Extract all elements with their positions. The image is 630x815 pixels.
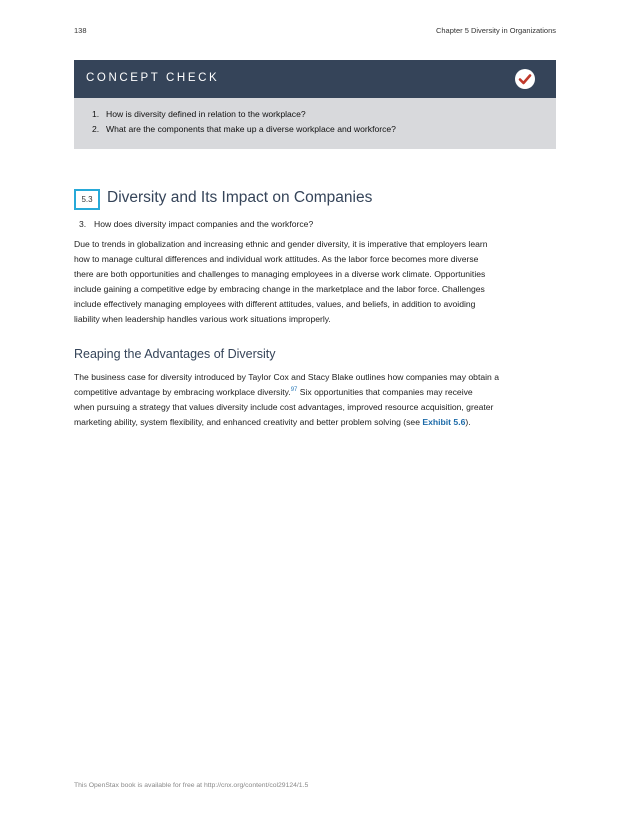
list-item: 1. How is diversity defined in relation to the workplace? xyxy=(92,109,306,119)
list-item: 2. What are the components that make up a diverse workplace and workforce? xyxy=(92,123,396,134)
learning-objective: 3. How does diversity impact companies and the workforce? xyxy=(79,219,314,229)
section-number: 5.3 xyxy=(74,189,100,210)
subheading: Reaping the Advantages of Diversity xyxy=(74,347,276,361)
footnote-link[interactable]: 97 xyxy=(290,387,298,393)
page-number: 138 xyxy=(74,26,87,35)
running-head xyxy=(74,26,556,38)
exhibit-link[interactable]: Exhibit 5.6 xyxy=(422,417,466,427)
chapter-title: Chapter 5 Diversity in Organizations xyxy=(435,26,556,35)
paragraph: The business case for diversity introduced by Taylor Cox and Stacy Blake outlines how companies may obtain a competitive advantage by embracing workplace diversity.$^{97}$ Six opportunities that companies may receive when pursuing a strategy that values diversity include cost advantages, improved resource acquisition, greater marketing ability, system flexibility, and enhanced creativity and better problem solving (see Exhibit 5.6). xyxy=(74,372,499,427)
concept-check-title: CONCEPT CHECK xyxy=(86,72,220,84)
checkmark-icon xyxy=(515,69,535,89)
section-title: Diversity and Its Impact on Companies xyxy=(107,189,373,206)
footer-note: This OpenStax book is available for free at http://cnx.org/content/col29124/1.5 xyxy=(74,782,309,789)
concept-check-list xyxy=(92,109,396,138)
concept-check-header xyxy=(74,60,556,98)
concept-check-box xyxy=(74,60,556,149)
paragraph: Due to trends in globalization and increasing ethnic and gender diversity, it is imperative that employers learn how to manage cultural differences and individual work attitudes. As the labor force becomes more diverse there are both opportunities and challenges to managing employees in a diverse work climate. Opportunities include gaining a competitive edge by embracing change in the marketplace and the labor force. Challenges include effectively managing employees with different attitudes, values, and beliefs, in addition to avoiding liability when leadership handles various work situations improperly. xyxy=(74,239,488,324)
